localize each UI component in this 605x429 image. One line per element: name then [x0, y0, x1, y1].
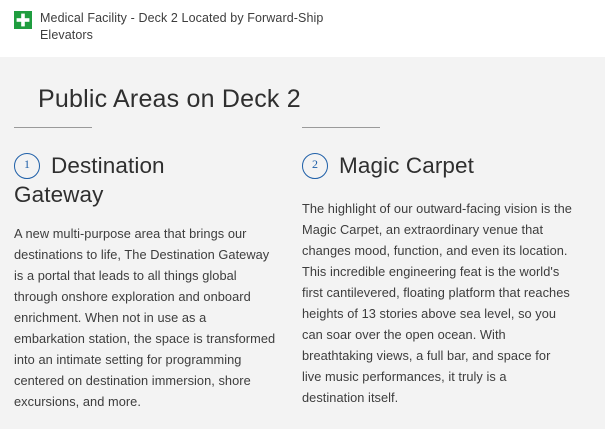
area-number-badge-2: 2	[302, 153, 328, 179]
area-heading-row-right	[302, 151, 572, 180]
page-title: Public Areas on Deck 2	[38, 85, 301, 113]
medical-cross-icon	[14, 11, 32, 29]
area-item-magic-carpet	[0, 127, 572, 412]
area-title-line1-2: Magic Carpet	[339, 153, 475, 178]
area-title-line1-1: Destination	[51, 153, 165, 178]
medical-facility-label: Medical Facility - Deck 2 Located by Forward-Ship Elevators	[40, 11, 324, 42]
area-body-1: A new multi-purpose area that brings our destinations to life, The Destination Gateway is a portal that leads to all things global through onshore exploration and onboard enrichment. When not in use as a embarkation station, the space is transformed into an intimate setting for programming centered on destination immersion, shore excursions, and more.	[14, 226, 276, 409]
area-number-badge-1: 1	[14, 153, 40, 179]
area-body-2: The highlight of our outward-facing vision is the Magic Carpet, an extraordinary venue that changes mood, function, and even its location. This incredible engineering feat is the world's first cantilevered, floating platform that reaches heights of 13 stories above sea level, so you can soar over the open ocean. With breathtaking views, a full bar, and space for live music performances, it truly is a destination itself.	[302, 201, 572, 405]
area-title-line2-1: Gateway	[14, 182, 104, 207]
areas-columns	[0, 127, 605, 412]
divider-right	[302, 127, 380, 128]
medical-facility-banner	[14, 10, 334, 44]
public-areas-panel	[0, 57, 605, 429]
